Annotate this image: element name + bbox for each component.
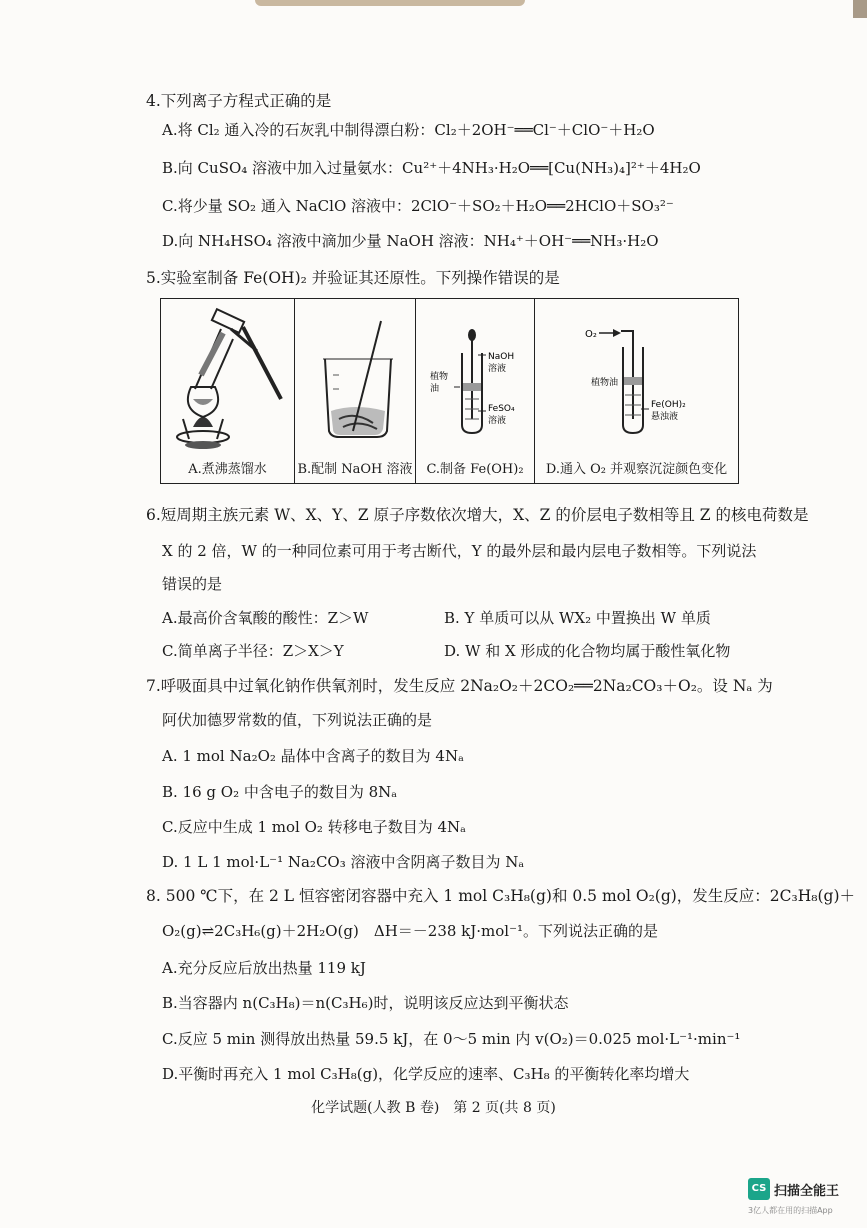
fig-c-solution-label-1: 溶液 [488, 364, 507, 374]
q8-option-d: D.平衡时再充入 1 mol C₃H₈(g)，化学反应的速率、C₃H₈ 的平衡转化率均增大 [162, 1065, 690, 1083]
fig-c-oil-label-2: 油 [430, 384, 440, 394]
caption-c: C.制备 Fe(OH)₂ [426, 462, 524, 477]
fig-d-o2-tube [535, 299, 738, 457]
q8-stem-line1: 8. 500 ℃下，在 2 L 恒容密闭容器中充入 1 mol C₃H₈(g)和 0.5 mol O₂(g)，发生反应：2C₃H₈(g)＋ [146, 887, 855, 905]
q7-option-d: D. 1 L 1 mol·L⁻¹ Na₂CO₃ 溶液中含阴离子数目为 Nₐ [162, 853, 525, 871]
q6-stem-line2: X 的 2 倍，W 的一种同位素可用于考古断代，Y 的最外层和最内层电子数相等。下列说法 [162, 542, 757, 560]
q7-stem-line1: 7.呼吸面具中过氧化钠作供氧剂时，发生反应 2Na₂O₂＋2CO₂══2Na₂CO₃＋O₂。设 Nₐ 为 [146, 677, 773, 695]
q7-option-c: C.反应中生成 1 mol O₂ 转移电子数目为 4Nₐ [162, 818, 466, 836]
q7-stem-line2: 阿伏加德罗常数的值，下列说法正确的是 [162, 711, 433, 729]
q8-option-b: B.当容器内 n(C₃H₈)＝n(C₃H₆)时，说明该反应达到平衡状态 [162, 994, 569, 1012]
q4-option-a: A.将 Cl₂ 通入冷的石灰乳中制得漂白粉：Cl₂＋2OH⁻══Cl⁻＋ClO⁻＋H₂O [162, 121, 655, 139]
caption-a: A.煮沸蒸馏水 [188, 462, 267, 477]
q6-option-d: D. W 和 X 形成的化合物均属于酸性氧化物 [444, 642, 731, 660]
q7-option-b: B. 16 g O₂ 中含电子的数目为 8Nₐ [162, 783, 398, 801]
fig-c-oil-label-1: 植物 [430, 372, 449, 382]
q4-option-b: B.向 CuSO₄ 溶液中加入过量氨水：Cu²⁺＋4NH₃·H₂O══[Cu(NH₃)₄]²⁺＋4H₂O [162, 159, 701, 177]
q6-stem-line1: 6.短周期主族元素 W、X、Y、Z 原子序数依次增大，X、Z 的价层电子数相等且 Z 的核电荷数是 [146, 506, 809, 524]
q4-option-c: C.将少量 SO₂ 通入 NaClO 溶液中：2ClO⁻＋SO₂＋H₂O══2HClO＋SO₃²⁻ [162, 197, 674, 215]
camscanner-watermark [748, 1178, 867, 1228]
q8-option-c: C.反应 5 min 测得放出热量 59.5 kJ，在 0～5 min 内 v(O₂)＝0.025 mol·L⁻¹·min⁻¹ [162, 1030, 741, 1048]
camscanner-slogan: 3亿人都在用的扫描App [748, 1206, 833, 1215]
q5-figure-table [160, 298, 739, 484]
caption-b: B.配制 NaOH 溶液 [297, 462, 413, 477]
q6-option-b: B. Y 单质可以从 WX₂ 中置换出 W 单质 [444, 609, 711, 627]
camscanner-title: 扫描全能王 [774, 1184, 840, 1199]
fig-d-feoh2-label: Fe(OH)₂ [651, 400, 686, 410]
page-top-shadow [255, 0, 525, 6]
fig-d-o2-label: O₂ [585, 329, 597, 340]
fig-c-test-tube [416, 299, 534, 457]
fig-d-oil-label: 植物油 [591, 378, 619, 388]
q6-option-c: C.简单离子半径：Z＞X＞Y [162, 642, 344, 660]
q7-option-a: A. 1 mol Na₂O₂ 晶体中含离子的数目为 4Nₐ [162, 747, 464, 765]
q8-stem-line2: O₂(g)⇌2C₃H₆(g)＋2H₂O(g) ΔH＝－238 kJ·mol⁻¹。下列说法正确的是 [162, 922, 659, 940]
q6-stem-line3: 错误的是 [162, 575, 223, 593]
q5-stem: 5.实验室制备 Fe(OH)₂ 并验证其还原性。下列操作错误的是 [146, 269, 560, 287]
fig-b-beaker [295, 299, 415, 457]
fig-c-naoh-label: NaOH [488, 352, 515, 362]
page-footer: 化学试题(人教 B 卷) 第 2 页(共 8 页) [311, 1100, 556, 1116]
fig-c-solution-label-2: 溶液 [488, 416, 507, 426]
q8-option-a: A.充分反应后放出热量 119 kJ [162, 959, 366, 977]
page-corner-shadow [853, 0, 867, 18]
fig-a-boiling-flask [161, 299, 294, 457]
q4-stem: 4.下列离子方程式正确的是 [146, 92, 332, 110]
q6-option-a: A.最高价含氧酸的酸性：Z＞W [162, 609, 369, 627]
caption-d: D.通入 O₂ 并观察沉淀颜色变化 [545, 462, 728, 477]
fig-d-suspension-label: 悬浊液 [651, 412, 679, 422]
camscanner-logo-icon: CS [748, 1178, 770, 1200]
fig-c-feso4-label: FeSO₄ [488, 404, 515, 414]
q4-option-d: D.向 NH₄HSO₄ 溶液中滴加少量 NaOH 溶液：NH₄⁺＋OH⁻══NH₃·H₂O [162, 232, 659, 250]
